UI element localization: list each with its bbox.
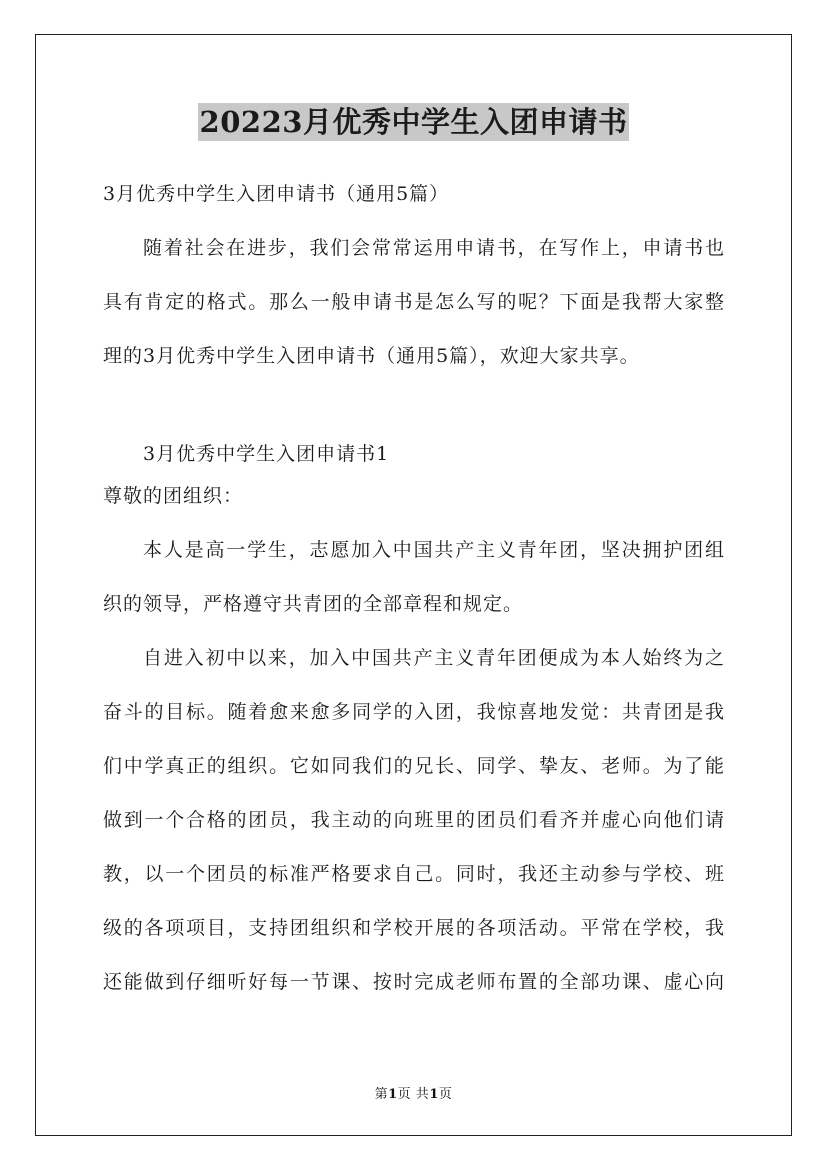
footer-suffix: 页 bbox=[438, 1087, 453, 1102]
document-title-text: 20223月优秀中学生入团申请书 bbox=[199, 105, 628, 139]
footer-mid: 页 共 bbox=[397, 1087, 430, 1102]
intro-line: 随着社会在进步，我们会常常运用申请书，在写作上，申请书也 bbox=[143, 237, 725, 259]
paragraph-line: 们中学真正的组织。它如同我们的兄长、同学、挚友、老师。为了能 bbox=[103, 755, 725, 777]
paragraph-line: 还能做到仔细听好每一节课、按时完成老师布置的全部功课、虚心向 bbox=[103, 971, 725, 993]
document-body bbox=[103, 176, 725, 1018]
intro-line: 具有肯定的格式。那么一般申请书是怎么写的呢？下面是我帮大家整 bbox=[103, 291, 725, 313]
paragraph-line: 自进入初中以来，加入中国共产主义青年团便成为本人始终为之 bbox=[143, 647, 725, 669]
footer-prefix: 第 bbox=[374, 1087, 389, 1102]
page-footer bbox=[0, 1083, 827, 1102]
paragraph-line: 教，以一个团员的标准严格要求自己。同时，我还主动参与学校、班 bbox=[103, 863, 725, 885]
paragraph-line: 做到一个合格的团员，我主动的向班里的团员们看齐并虚心向他们请 bbox=[103, 809, 725, 831]
document-title bbox=[0, 103, 827, 141]
paragraph-line: 级的各项项目，支持团组织和学校开展的各项活动。平常在学校，我 bbox=[103, 917, 725, 939]
section-heading: 3月优秀中学生入团申请书1 bbox=[143, 443, 390, 465]
intro-line: 理的3月优秀中学生入团申请书（通用5篇），欢迎大家共享。 bbox=[103, 345, 640, 367]
paragraph-line: 奋斗的目标。随着愈来愈多同学的入团，我惊喜地发觉：共青团是我 bbox=[103, 701, 725, 723]
paragraph-line: 本人是高一学生，志愿加入中国共产主义青年团，坚决拥护团组 bbox=[143, 539, 725, 561]
footer-total-pages: 1 bbox=[429, 1087, 439, 1102]
paragraph-line: 织的领导，严格遵守共青团的全部章程和规定。 bbox=[103, 593, 524, 615]
salutation: 尊敬的团组织： bbox=[103, 485, 244, 507]
footer-page-number: 1 bbox=[388, 1087, 398, 1102]
subtitle: 3月优秀中学生入团申请书（通用5篇） bbox=[103, 183, 450, 205]
